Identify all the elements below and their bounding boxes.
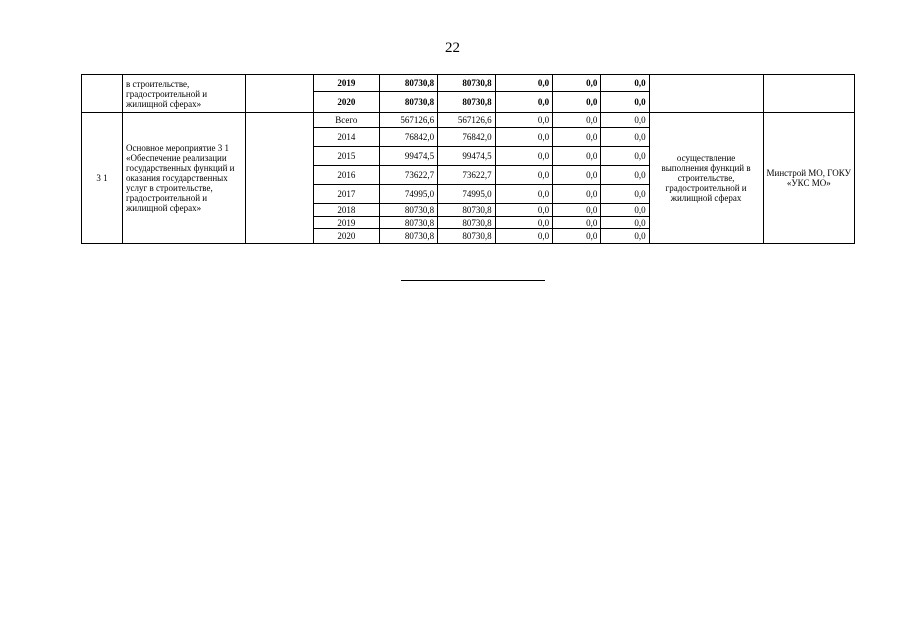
executor-cell: Минстрой МО, ГОКУ «УКС МО» xyxy=(763,113,854,244)
table-row xyxy=(82,75,855,92)
year-cell: 2016 xyxy=(313,166,379,185)
value-cell: 0,0 xyxy=(495,217,552,229)
activity-name-cell: в строительстве, градостроительной и жилищной сферах» xyxy=(123,75,246,113)
total-cell: 80730,8 xyxy=(379,75,438,92)
value-cell: 0,0 xyxy=(601,217,649,229)
budget-cell: 80730,8 xyxy=(438,204,495,217)
purpose-cell: осуществление выполнения функций в строительстве, градостроительной и жилищной сферах xyxy=(649,113,763,244)
total-cell: 80730,8 xyxy=(379,204,438,217)
value-cell: 0,0 xyxy=(553,185,601,204)
budget-cell: 99474,5 xyxy=(438,147,495,166)
value-cell: 0,0 xyxy=(601,147,649,166)
year-cell: 2015 xyxy=(313,147,379,166)
budget-cell: 80730,8 xyxy=(438,75,495,92)
value-cell: 0,0 xyxy=(601,229,649,244)
total-cell: 567126,6 xyxy=(379,113,438,128)
executor-cell xyxy=(763,75,854,113)
end-divider xyxy=(401,280,545,281)
activity-name-cell: Основное мероприятие 3 1 «Обеспечение реализации государственных функций и оказания государственных услуг в строительстве, градостроительной и жилищной сферах» xyxy=(123,113,246,244)
value-cell: 0,0 xyxy=(553,166,601,185)
value-cell: 0,0 xyxy=(495,128,552,147)
year-cell: 2018 xyxy=(313,204,379,217)
value-cell: 0,0 xyxy=(601,113,649,128)
year-cell: 2019 xyxy=(313,217,379,229)
total-cell: 73622,7 xyxy=(379,166,438,185)
budget-cell: 80730,8 xyxy=(438,229,495,244)
value-cell: 0,0 xyxy=(601,204,649,217)
year-cell: Всего xyxy=(313,113,379,128)
budget-cell: 80730,8 xyxy=(438,217,495,229)
value-cell: 0,0 xyxy=(601,92,649,113)
page-number: 22 xyxy=(445,40,460,56)
value-cell: 0,0 xyxy=(601,166,649,185)
total-cell: 80730,8 xyxy=(379,229,438,244)
year-cell: 2019 xyxy=(313,75,379,92)
value-cell: 0,0 xyxy=(553,147,601,166)
budget-cell: 76842,0 xyxy=(438,128,495,147)
total-cell: 99474,5 xyxy=(379,147,438,166)
total-cell: 76842,0 xyxy=(379,128,438,147)
purpose-cell xyxy=(649,75,763,113)
budget-cell: 80730,8 xyxy=(438,92,495,113)
value-cell: 0,0 xyxy=(553,128,601,147)
value-cell: 0,0 xyxy=(601,128,649,147)
year-cell: 2020 xyxy=(313,92,379,113)
index-cell xyxy=(82,75,123,113)
year-cell: 2020 xyxy=(313,229,379,244)
value-cell: 0,0 xyxy=(601,185,649,204)
budget-cell: 73622,7 xyxy=(438,166,495,185)
value-cell: 0,0 xyxy=(601,75,649,92)
value-cell: 0,0 xyxy=(553,113,601,128)
value-cell: 0,0 xyxy=(495,166,552,185)
value-cell: 0,0 xyxy=(495,204,552,217)
value-cell: 0,0 xyxy=(495,92,552,113)
value-cell: 0,0 xyxy=(553,229,601,244)
value-cell: 0,0 xyxy=(553,217,601,229)
budget-cell: 74995,0 xyxy=(438,185,495,204)
value-cell: 0,0 xyxy=(553,75,601,92)
value-cell: 0,0 xyxy=(495,229,552,244)
total-cell: 74995,0 xyxy=(379,185,438,204)
value-cell: 0,0 xyxy=(495,147,552,166)
year-cell: 2014 xyxy=(313,128,379,147)
budget-cell: 567126,6 xyxy=(438,113,495,128)
total-cell: 80730,8 xyxy=(379,92,438,113)
index-cell: 3 1 xyxy=(82,113,123,244)
total-cell: 80730,8 xyxy=(379,217,438,229)
table-row xyxy=(82,113,855,128)
value-cell: 0,0 xyxy=(553,204,601,217)
blank-cell xyxy=(246,75,314,113)
value-cell: 0,0 xyxy=(495,113,552,128)
value-cell: 0,0 xyxy=(495,185,552,204)
year-cell: 2017 xyxy=(313,185,379,204)
value-cell: 0,0 xyxy=(553,92,601,113)
value-cell: 0,0 xyxy=(495,75,552,92)
budget-table xyxy=(81,74,855,244)
blank-cell xyxy=(246,113,314,244)
